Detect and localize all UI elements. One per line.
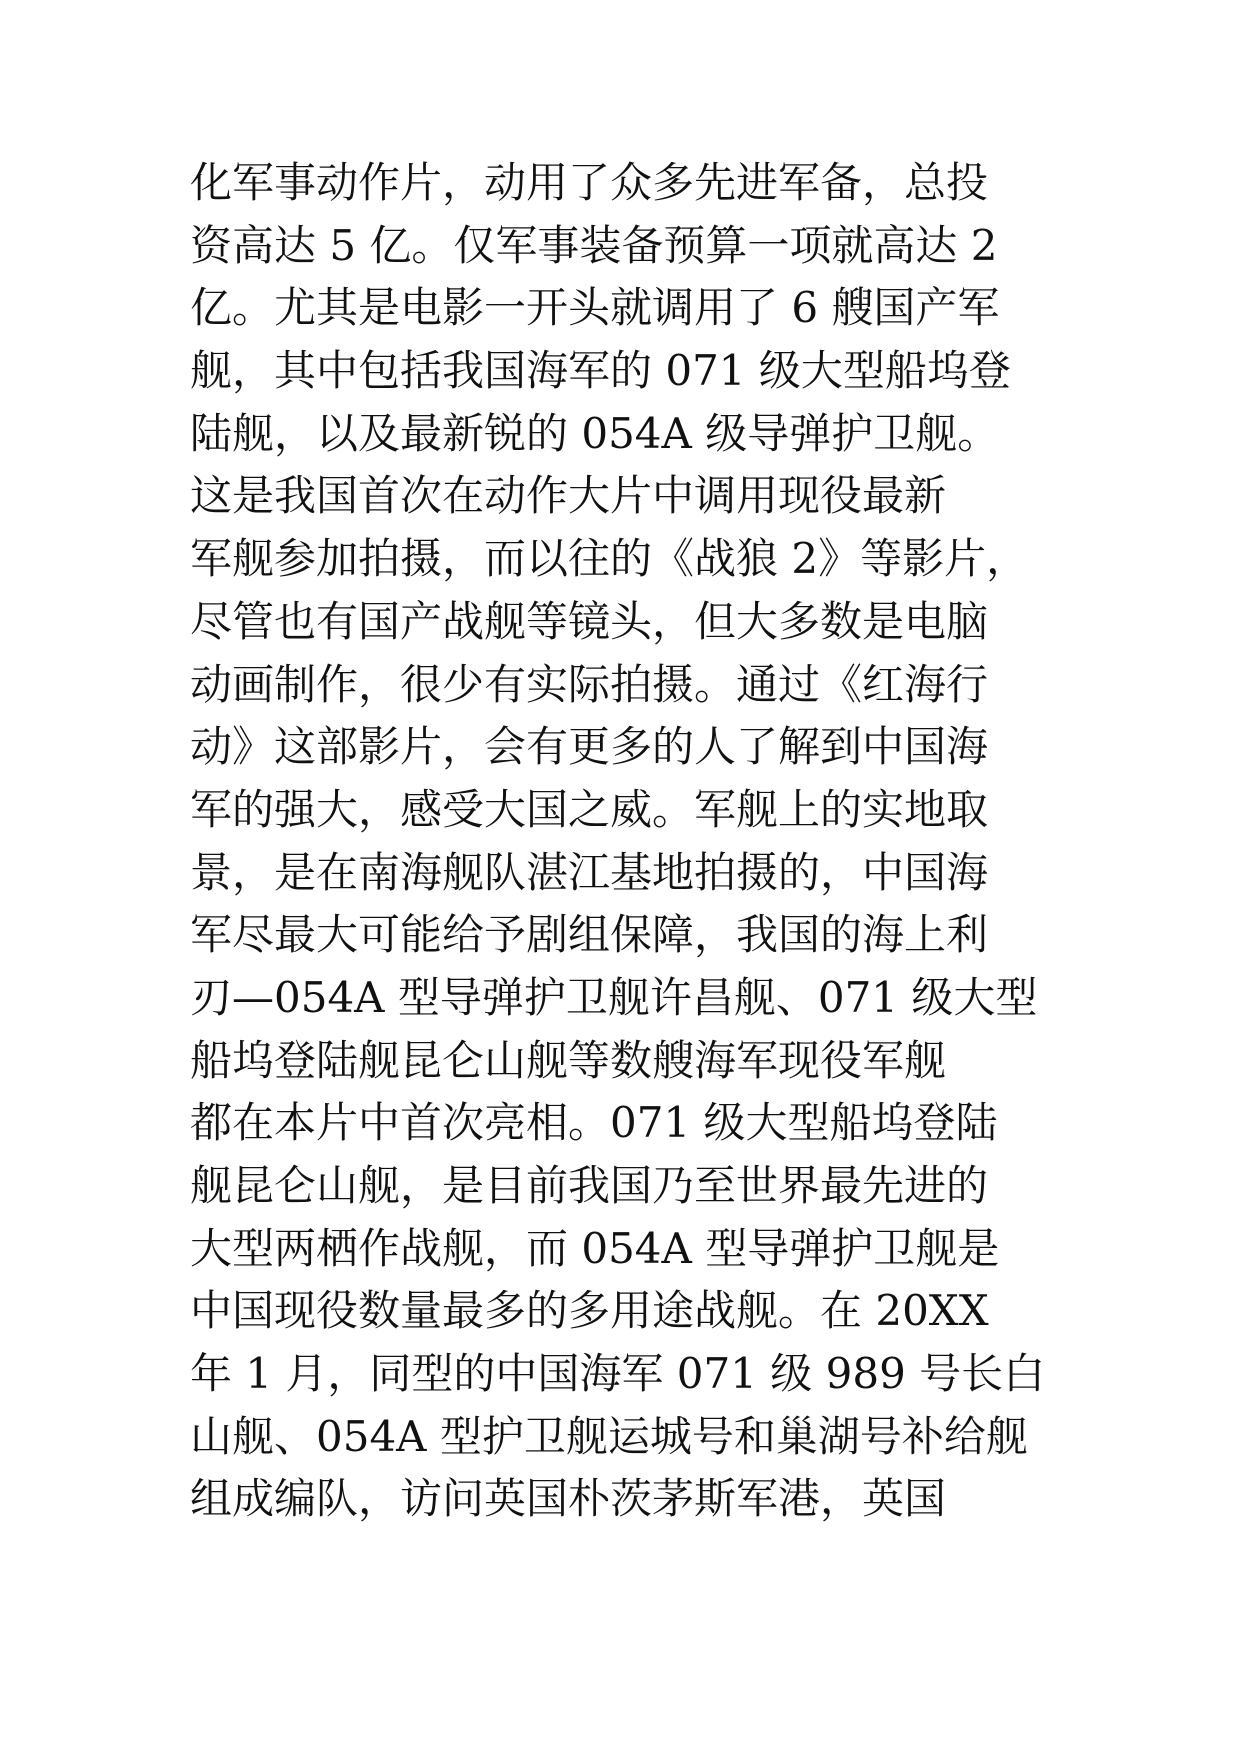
text-line: 景，是在南海舰队湛江基地拍摄的，中国海	[190, 847, 989, 897]
text-line: 舰昆仑山舰，是目前我国乃至世界最先进的	[190, 1161, 989, 1210]
text-line: 都在本片中首次亮相。071 级大型船坞登陆	[190, 1098, 998, 1148]
text-line: 舰，其中包括我国海军的 071 级大型船坞登	[190, 346, 1011, 396]
text-line: 动画制作，很少有实际拍摄。通过《红海行	[190, 659, 989, 709]
body-text	[190, 152, 1090, 1531]
text-line: 资高达 5 亿。仅军事装备预算一项就高达 2	[190, 220, 998, 270]
text-line: 陆舰，以及最新锐的 054A 级导弹护卫舰。	[190, 408, 1000, 458]
text-line: 大型两栖作战舰，而 054A 型导弹护卫舰是	[190, 1223, 1000, 1273]
text-line: 军尽最大可能给予剧组保障，我国的海上利	[190, 910, 989, 960]
text-line: 年 1 月，同型的中国海军 071 级 989 号长白	[190, 1349, 1046, 1399]
text-line: 中国现役数量最多的多用途战舰。在 20XX	[190, 1286, 989, 1336]
text-line: 军的强大，感受大国之威。军舰上的实地取	[190, 784, 989, 834]
text-line: 尽管也有国产战舰等镜头，但大多数是电脑	[190, 596, 989, 646]
text-line: 动》这部影片，会有更多的人了解到中国海	[190, 722, 989, 772]
text-line: 刃—054A 型导弹护卫舰许昌舰、071 级大型	[190, 972, 1038, 1022]
text-line: 军舰参加拍摄，而以往的《战狼 2》等影片，	[190, 534, 1029, 584]
text-line: 这是我国首次在动作大片中调用现役最新	[190, 471, 947, 521]
text-line: 船坞登陆舰昆仑山舰等数艘海军现役军舰	[190, 1035, 947, 1085]
text-line: 化军事动作片，动用了众多先进军备，总投	[190, 158, 989, 207]
text-line: 组成编队，访问英国朴茨茅斯军港，英国	[190, 1474, 947, 1524]
text-line: 山舰、054A 型护卫舰运城号和巢湖号补给舰	[190, 1411, 1028, 1461]
text-line: 亿。尤其是电影一开头就调用了 6 艘国产军	[190, 283, 1000, 333]
